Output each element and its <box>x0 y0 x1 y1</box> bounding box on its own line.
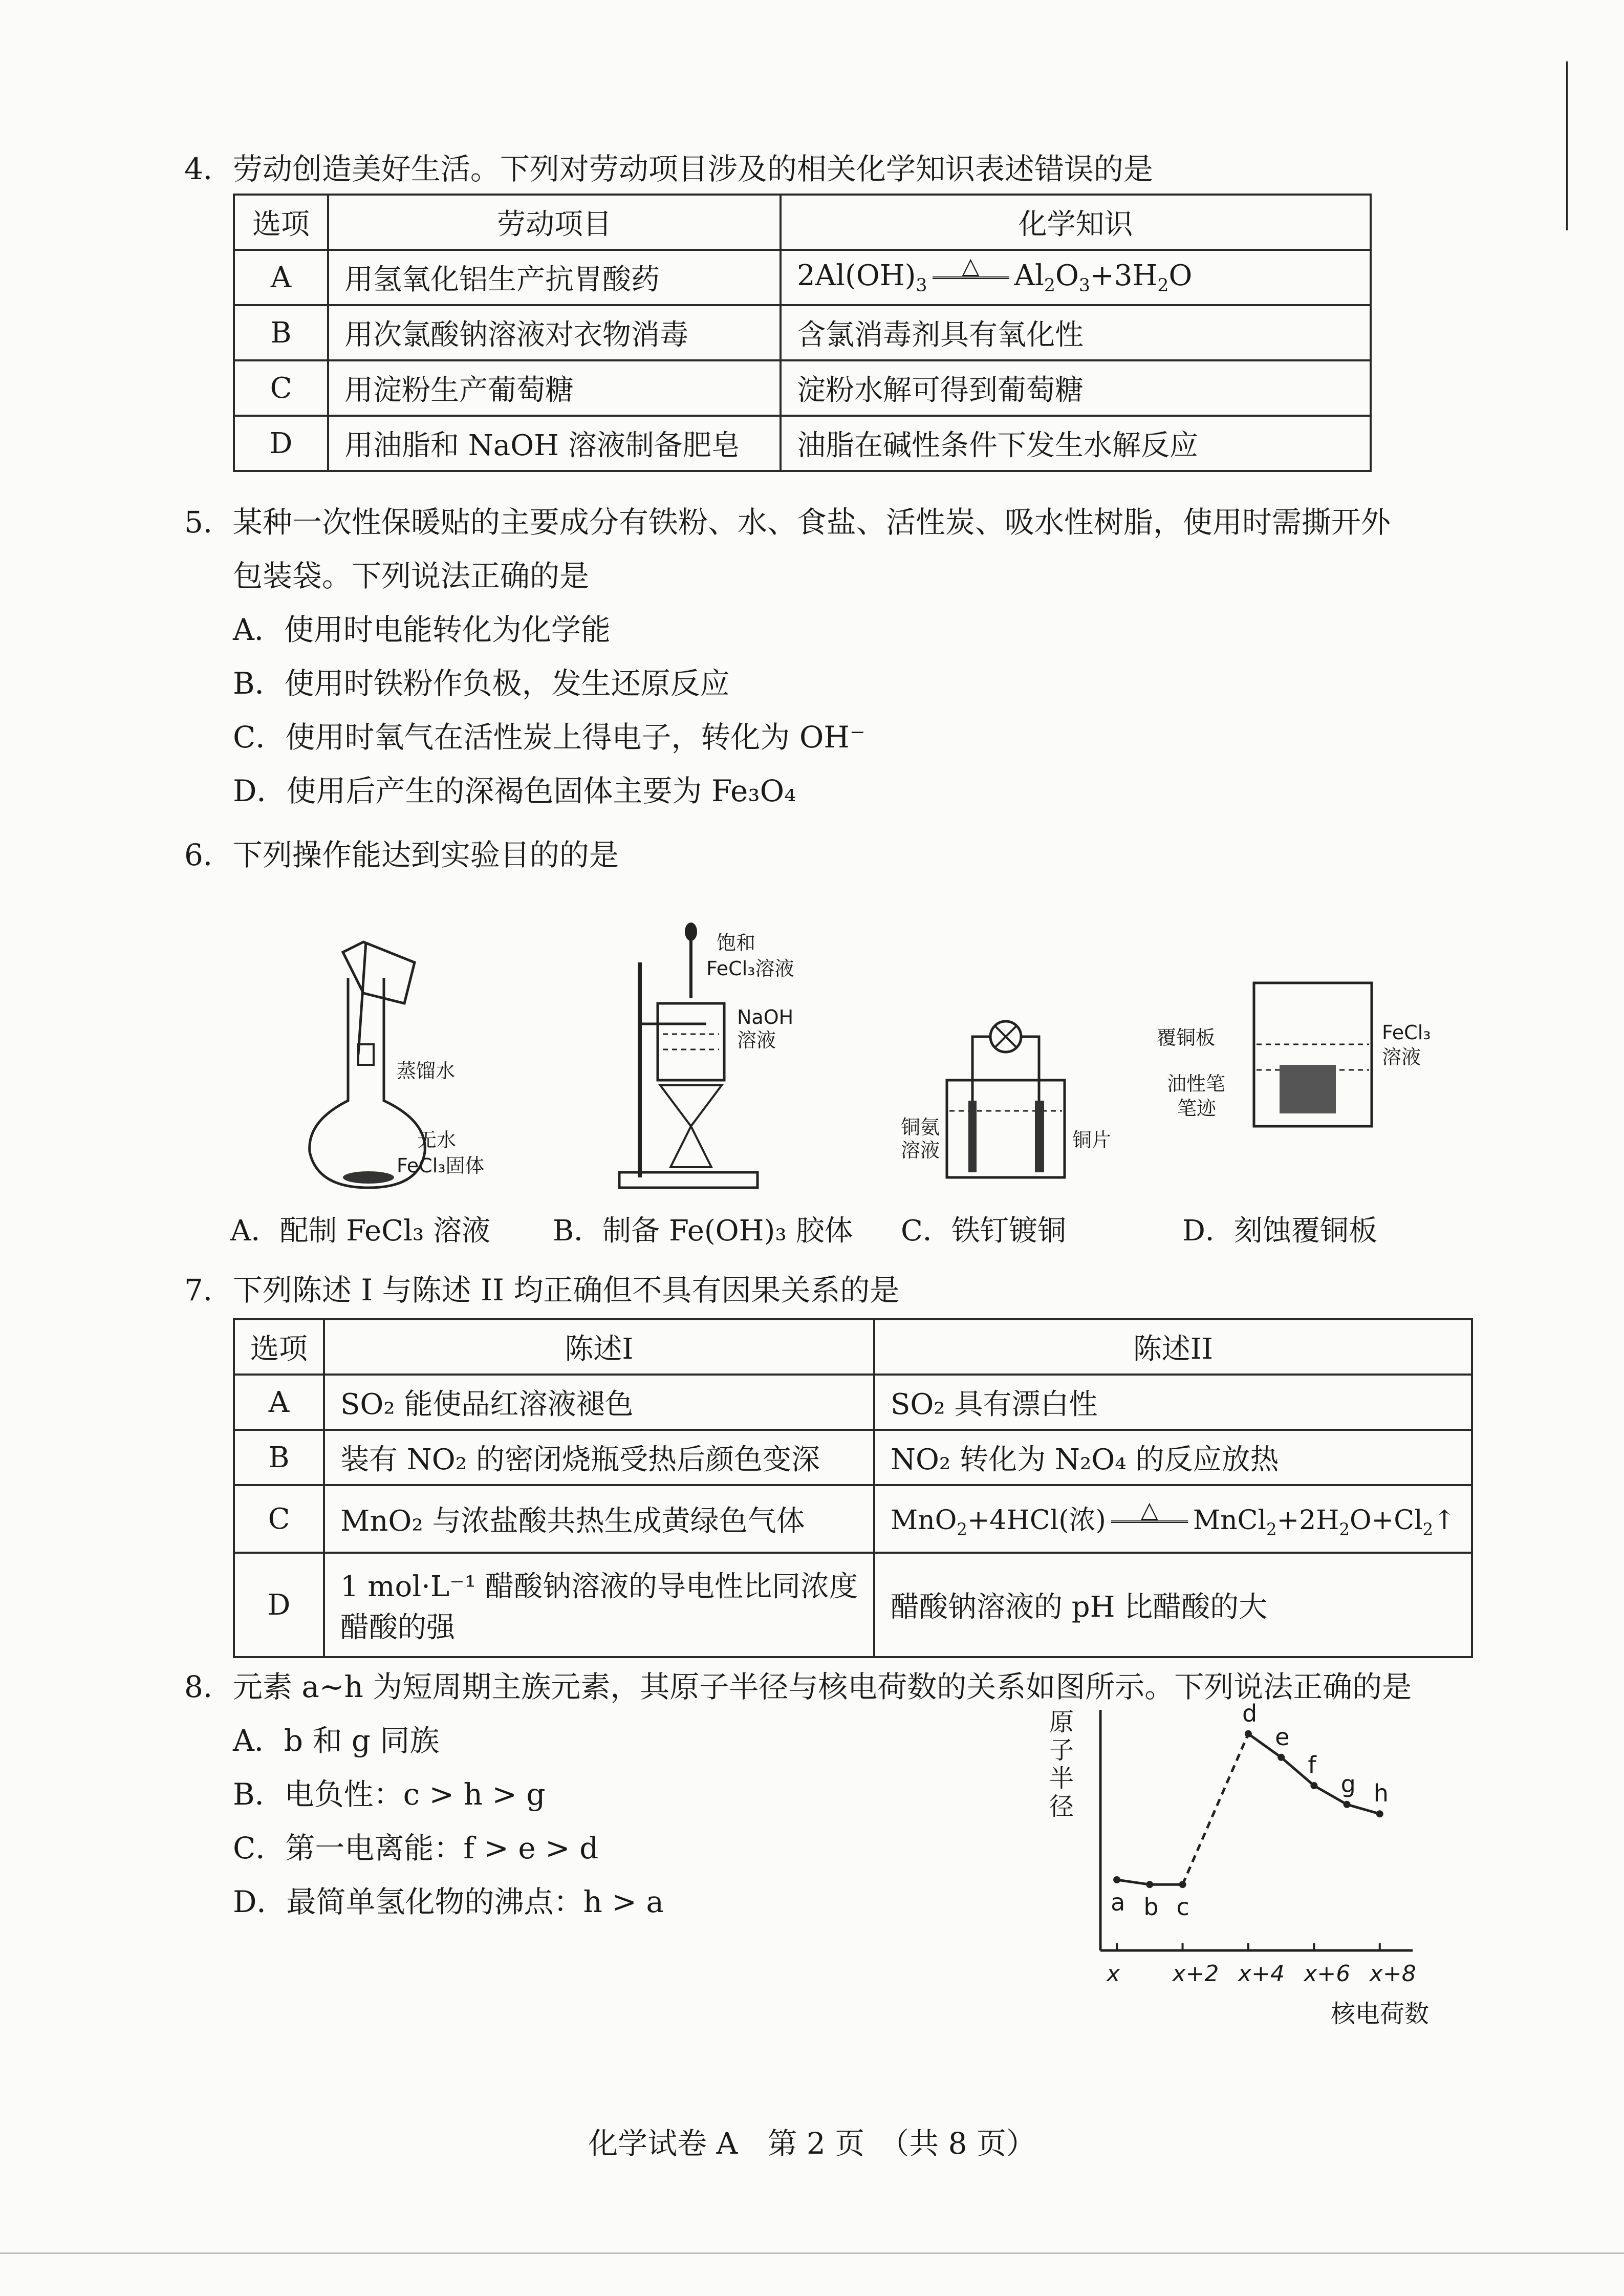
q4-row-d-knowledge: 油脂在碱性条件下发生水解反应 <box>781 416 1371 471</box>
q6-stem: 6．下列操作能达到实验目的的是 <box>184 838 619 872</box>
apparatus-d-etching <box>1146 962 1474 1193</box>
chart-point-c <box>1179 1881 1186 1888</box>
q7-row-d-s1-line2: 醋酸的强 <box>340 1611 455 1644</box>
chart-point-e <box>1277 1754 1285 1761</box>
q4-header-row <box>234 195 1371 250</box>
q6-caption-d: D．刻蚀覆铜板 <box>1182 1214 1377 1248</box>
chart-ylabel-2: 子 <box>1049 1736 1074 1765</box>
label-fecl3-solution-b: FeCl₃溶液 <box>706 957 794 980</box>
q7-row-b-s2: NO₂ 转化为 N₂O₄ 的反应放热 <box>874 1430 1472 1485</box>
chart-ylabel-3: 半 <box>1049 1764 1074 1793</box>
chart-point-label-e: e <box>1275 1723 1290 1751</box>
q4-row-c-knowledge: 淀粉水解可得到葡萄糖 <box>781 360 1371 416</box>
q4-row-b-item: 用次氯酸钠溶液对衣物消毒 <box>328 305 781 360</box>
chart-point-label-f: f <box>1308 1751 1316 1779</box>
table-row <box>234 416 1371 471</box>
q6-caption-a: A．配制 FeCl₃ 溶液 <box>230 1214 491 1248</box>
q7-row-b-option: B <box>234 1430 324 1485</box>
heat-arrow: △ <box>1111 1520 1188 1523</box>
chart-point-label-h: h <box>1373 1779 1389 1808</box>
label-saturated: 饱和 <box>717 932 756 954</box>
label-fecl3-solid: FeCl₃固体 <box>397 1154 485 1177</box>
q4-row-c-item: 用淀粉生产葡萄糖 <box>328 360 781 416</box>
chart-ylabel-1: 原 <box>1049 1708 1074 1736</box>
q7-row-a-s2: SO₂ 具有漂白性 <box>874 1375 1472 1430</box>
q5-stem-line2: 包装袋。下列说法正确的是 <box>233 559 590 593</box>
q7-row-a-option: A <box>234 1375 324 1430</box>
apparatus-b-colloid-setup <box>614 921 870 1198</box>
label-fecl3-solution-d: 溶液 <box>1382 1046 1421 1068</box>
label-distilled-water: 蒸馏水 <box>397 1060 456 1082</box>
q7-row-c-s1: MnO₂ 与浓盐酸共热生成黄绿色气体 <box>324 1485 874 1553</box>
q8-option-c: C．第一电离能：f > e > d <box>233 1831 599 1865</box>
chart-point-label-b: b <box>1143 1893 1159 1921</box>
table-row <box>234 1430 1472 1485</box>
q4-row-d-item: 用油脂和 NaOH 溶液制备肥皂 <box>328 416 781 471</box>
q4-row-a-option: A <box>234 250 328 305</box>
page-footer: 化学试卷 A 第 2 页 （共 8 页） <box>588 2126 1036 2161</box>
q5-option-b: B．使用时铁粉作负极，发生还原反应 <box>233 666 730 701</box>
label-pen-trace: 笔迹 <box>1177 1097 1217 1120</box>
chart-point-label-a: a <box>1111 1889 1125 1916</box>
q7-row-d-s2: 醋酸钠溶液的 pH 比醋酸的大 <box>874 1553 1472 1657</box>
chart-point-label-d: d <box>1242 1699 1258 1727</box>
chart-x-tick-label: x+8 <box>1369 1961 1416 1987</box>
chart-point-h <box>1376 1810 1383 1817</box>
q8-stem: 8．元素 a~h 为短周期主族元素，其原子半径与核电荷数的关系如图所示。下列说法正确的是 <box>184 1669 1412 1704</box>
label-copper-ammonia-solution: 溶液 <box>901 1139 940 1162</box>
chart-point-g <box>1344 1801 1351 1808</box>
q8-option-b: B．电负性：c > h > g <box>233 1777 546 1812</box>
q4-header-knowledge: 化学知识 <box>781 195 1371 250</box>
q4-table <box>233 194 1372 472</box>
label-copper-sheet: 铜片 <box>1072 1129 1112 1151</box>
label-fecl3: FeCl₃ <box>1382 1021 1431 1044</box>
q7-header-s2: 陈述II <box>874 1319 1472 1375</box>
q4-header-item: 劳动项目 <box>328 195 781 250</box>
chart-x-tick-label: x+6 <box>1304 1961 1351 1987</box>
table-row <box>234 360 1371 416</box>
chart-xlabel: 核电荷数 <box>1331 2000 1430 2028</box>
q7-table <box>233 1318 1473 1658</box>
q8-option-d: D．最简单氢化物的沸点：h > a <box>233 1884 664 1919</box>
q4-row-a-item: 用氢氧化铝生产抗胃酸药 <box>328 250 781 305</box>
chart-point-f <box>1310 1782 1317 1789</box>
table-row <box>234 305 1371 360</box>
q8-option-a: A．b 和 g 同族 <box>233 1723 440 1758</box>
table-row <box>234 1553 1472 1657</box>
q7-header-s1: 陈述I <box>324 1319 874 1375</box>
chart-point-label-c: c <box>1176 1893 1189 1921</box>
q5-stem-line1: 5．某种一次性保暖贴的主要成分有铁粉、水、食盐、活性炭、吸水性树脂，使用时需撕开外 <box>184 505 1391 540</box>
q4-row-a-knowledge: $2Al(OH)_3$ △ $Al_2O_3+3H_2O$ <box>781 250 1371 305</box>
q5-option-d: D．使用后产生的深褐色固体主要为 Fe₃O₄ <box>233 774 796 808</box>
q6-caption-c: C．铁钉镀铜 <box>901 1214 1066 1248</box>
label-naoh: NaOH <box>737 1006 794 1028</box>
label-naoh-solution: 溶液 <box>737 1029 776 1052</box>
heat-arrow: △ <box>933 276 1009 279</box>
q6-caption-b: B．制备 Fe(OH)₃ 胶体 <box>553 1214 853 1248</box>
q4-row-d-option: D <box>234 416 328 471</box>
q7-row-d-s1-line1: 1 mol·L⁻¹ 醋酸钠溶液的导电性比同浓度 <box>340 1570 858 1603</box>
chart-x-tick-label: x <box>1107 1961 1120 1987</box>
q7-row-c-option: C <box>234 1485 324 1553</box>
q7-row-c-s2: MnO$_2$+4HCl(浓) △ $MnCl_2+2H_2O+Cl_2↑$ <box>874 1485 1472 1553</box>
chart-ylabel-4: 径 <box>1049 1792 1074 1821</box>
q4-row-c-option: C <box>234 360 328 416</box>
apparatus-c-electroplating <box>901 1008 1136 1193</box>
q7-row-b-s1: 装有 NO₂ 的密闭烧瓶受热后颜色变深 <box>324 1430 874 1485</box>
chart-point-label-g: g <box>1340 1770 1356 1798</box>
q7-row-a-s1: SO₂ 能使品红溶液褪色 <box>324 1375 874 1430</box>
chart-point-d <box>1245 1730 1252 1737</box>
table-row <box>234 1375 1472 1430</box>
table-row <box>234 250 1371 305</box>
chart-dashed-segment <box>1183 1734 1248 1884</box>
label-copper-board: 覆铜板 <box>1157 1026 1216 1049</box>
q5-option-c: C．使用时氧气在活性炭上得电子，转化为 OH⁻ <box>233 720 865 755</box>
apparatus-a-volumetric-flask <box>287 932 532 1198</box>
q5-option-a: A．使用时电能转化为化学能 <box>233 612 611 647</box>
q7-header-row <box>234 1319 1472 1375</box>
label-oily-pen: 油性笔 <box>1167 1072 1226 1095</box>
q4-row-b-knowledge: 含氯消毒剂具有氧化性 <box>781 305 1371 360</box>
q4-row-b-option: B <box>234 305 328 360</box>
chart-point-a <box>1113 1876 1120 1883</box>
label-anhydrous: 无水 <box>417 1129 457 1151</box>
q7-row-d-option: D <box>234 1553 324 1657</box>
q7-header-option: 选项 <box>234 1319 324 1375</box>
table-row <box>234 1485 1472 1553</box>
chart-x-tick-label: x+2 <box>1172 1961 1219 1987</box>
chart-point-b <box>1146 1881 1153 1888</box>
q4-stem: 4．劳动创造美好生活。下列对劳动项目涉及的相关化学知识表述错误的是 <box>184 152 1153 186</box>
atomic-radius-chart <box>1044 1699 1430 2037</box>
chart-segment <box>1117 1880 1150 1884</box>
q7-row-d-s1 <box>324 1553 874 1657</box>
chart-x-tick-label: x+4 <box>1238 1961 1285 1987</box>
q7-stem: 7．下列陈述 I 与陈述 II 均正确但不具有因果关系的是 <box>184 1273 900 1307</box>
page-edge-mark <box>1566 61 1568 230</box>
label-copper-ammonia: 铜氨 <box>901 1116 940 1139</box>
q4-header-option: 选项 <box>234 195 328 250</box>
scan-border <box>0 2252 1624 2254</box>
